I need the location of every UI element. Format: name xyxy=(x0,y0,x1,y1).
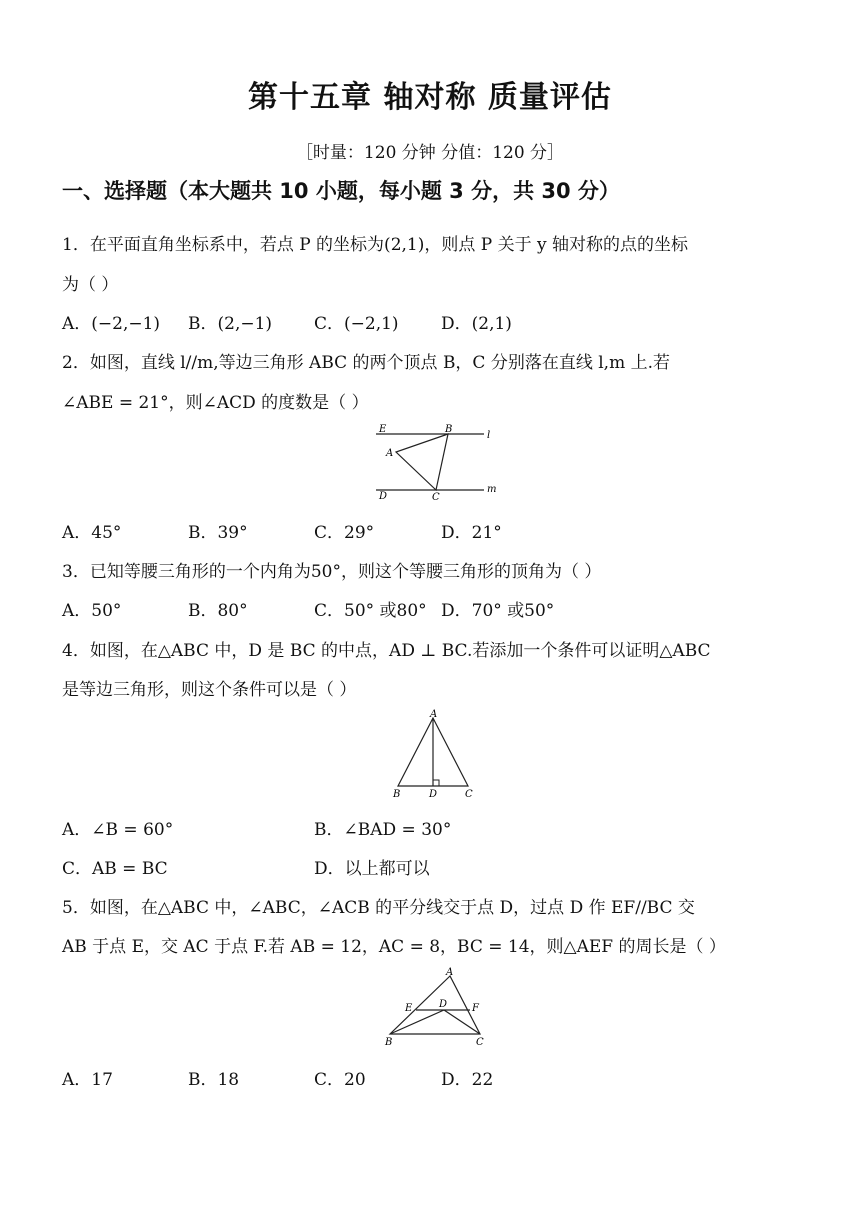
fig4-label-d: D xyxy=(429,789,438,800)
fig4-label-a: A xyxy=(430,709,438,720)
question-5-option-d: D．22 xyxy=(441,1070,494,1090)
question-1-option-a: A．(−2,−1) xyxy=(62,314,161,334)
fig2-label-b: B xyxy=(445,424,453,435)
question-2-option-a: A．45° xyxy=(62,523,122,543)
question-3-option-a: A．50° xyxy=(62,601,122,621)
question-4-figure xyxy=(388,708,478,800)
fig4-label-b: B xyxy=(393,789,401,800)
question-1-line-2: 为（ ） xyxy=(62,275,119,295)
question-2-option-d: D．21° xyxy=(441,523,502,543)
question-4-option-a: A．∠B = 60° xyxy=(62,820,174,840)
question-3-option-b: B．80° xyxy=(188,601,248,621)
question-4-option-d: D．以上都可以 xyxy=(314,859,430,879)
question-1-option-c: C．(−2,1) xyxy=(314,314,399,334)
exam-info: ［时量：120 分钟 分值：120 分］ xyxy=(295,143,565,163)
question-2-figure xyxy=(370,422,500,502)
question-1-line-1: 1．在平面直角坐标系中，若点 P 的坐标为(2,1)，则点 P 关于 y 轴对称的点的坐标 xyxy=(62,235,689,255)
page-title: 第十五章 轴对称 质量评估 xyxy=(248,80,612,115)
question-3-line-1: 3．已知等腰三角形的一个内角为50°，则这个等腰三角形的顶角为（ ） xyxy=(62,562,602,582)
question-4-option-c: C．AB = BC xyxy=(62,859,168,879)
question-5-option-b: B．18 xyxy=(188,1070,240,1090)
question-4-option-b: B．∠BAD = 30° xyxy=(314,820,452,840)
question-3-option-d: D．70° 或50° xyxy=(441,601,555,621)
question-2-line-2: ∠ABE = 21°，则∠ACD 的度数是（ ） xyxy=(62,393,369,413)
fig2-label-a: A xyxy=(386,448,394,459)
question-4-line-2: 是等边三角形，则这个条件可以是（ ） xyxy=(62,680,357,700)
fig5-label-d: D xyxy=(439,999,448,1010)
question-5-option-c: C．20 xyxy=(314,1070,366,1090)
question-1-option-b: B．(2,−1) xyxy=(188,314,273,334)
question-2-line-1: 2．如图，直线 l//m,等边三角形 ABC 的两个顶点 B，C 分别落在直线 l,m 上.若 xyxy=(62,353,671,373)
question-5-line-2: AB 于点 E，交 AC 于点 F.若 AB = 12，AC = 8，BC = 14，则△AEF 的周长是（ ） xyxy=(62,937,726,957)
question-3-option-c: C．50° 或80° xyxy=(314,601,427,621)
section-heading: 一、选择题（本大题共 10 小题，每小题 3 分，共 30 分） xyxy=(62,179,620,203)
fig5-label-b: B xyxy=(385,1037,393,1048)
question-1-option-d: D．(2,1) xyxy=(441,314,512,334)
question-2-option-b: B．39° xyxy=(188,523,248,543)
fig2-label-l: l xyxy=(487,430,491,441)
fig2-label-c: C xyxy=(432,492,440,502)
fig5-label-a: A xyxy=(446,967,454,978)
fig5-label-f: F xyxy=(472,1003,479,1014)
question-5-option-a: A．17 xyxy=(62,1070,113,1090)
fig5-label-c: C xyxy=(476,1037,484,1048)
question-5-figure xyxy=(380,966,490,1050)
question-2-option-c: C．29° xyxy=(314,523,375,543)
question-4-line-1: 4．如图，在△ABC 中，D 是 BC 的中点，AD ⊥ BC.若添加一个条件可以证明△ABC xyxy=(62,641,711,661)
fig2-label-m: m xyxy=(487,484,497,495)
fig2-label-e: E xyxy=(379,424,387,435)
fig5-label-e: E xyxy=(405,1003,413,1014)
fig4-label-c: C xyxy=(465,789,473,800)
question-5-line-1: 5．如图，在△ABC 中，∠ABC，∠ACB 的平分线交于点 D，过点 D 作 EF//BC 交 xyxy=(62,898,695,918)
fig2-label-d: D xyxy=(379,491,388,502)
